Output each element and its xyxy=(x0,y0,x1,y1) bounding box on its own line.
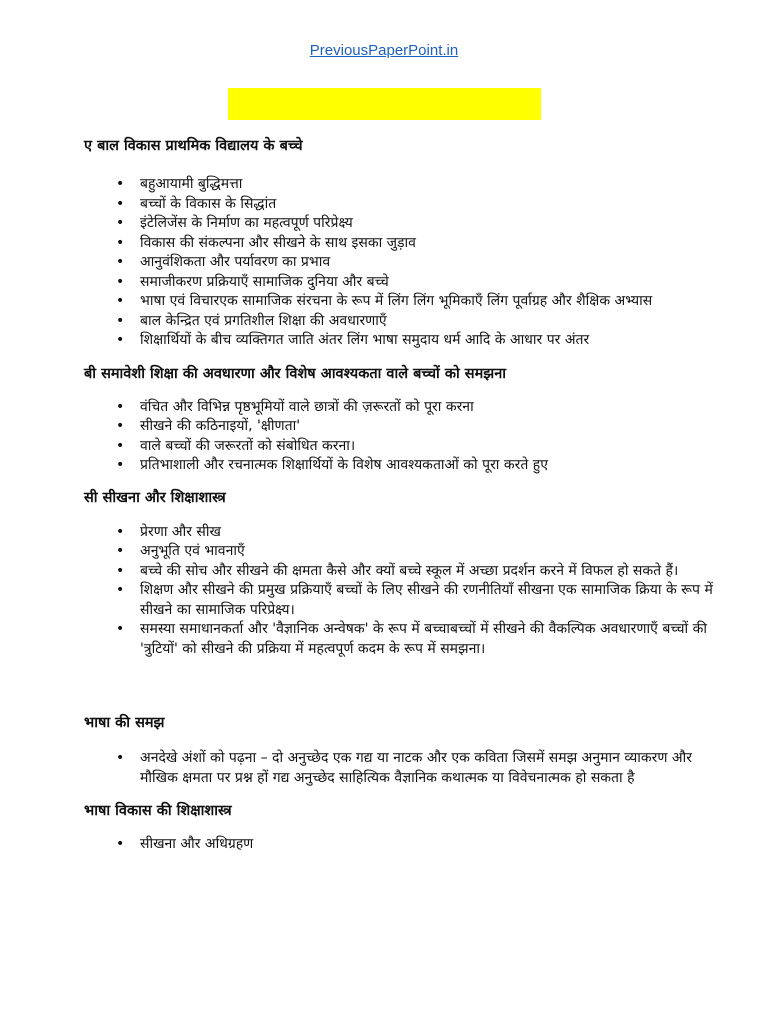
list-item: • अनदेखे अंशों को पढ़ना – दो अनुच्छेद एक गद्य या नाटक और एक कविता जिसमें समझ अनुमान व्याकरण और मौखिक क्षमता पर प्रश्न हों गद्य अनुच्छेद साहित्यिक वैज्ञानिक कथात्मक या विवेचनात्मक हो सकता है xyxy=(84,749,714,788)
list-item: • वंचित और विभिन्न पृष्ठभूमियों वाले छात्रों की ज़रूरतों को पूरा करना xyxy=(84,398,714,418)
section-language-pedagogy xyxy=(84,801,714,855)
list-item: • बच्चों के विकास के सिद्धांत xyxy=(84,195,714,215)
list-item: • प्रेरणा और सीख xyxy=(84,523,714,543)
list-item: • बाल केन्द्रित एवं प्रगतिशील शिक्षा की अवधारणाएँ xyxy=(84,312,714,332)
section-language-comprehension xyxy=(84,713,714,788)
section-heading: सी सीखना और शिक्षाशास्त्र xyxy=(84,489,226,506)
list-item: • समाजीकरण प्रक्रियाएँ सामाजिक दुनिया और बच्चे xyxy=(84,273,714,293)
list-item: • शिक्षार्थियों के बीच व्यक्तिगत जाति अंतर लिंग भाषा समुदाय धर्म आदि के आधार पर अंतर xyxy=(84,331,714,351)
section-a xyxy=(84,136,714,351)
bullet-list xyxy=(84,749,714,788)
bullet-list xyxy=(84,398,714,476)
document-content xyxy=(84,128,714,855)
list-item: • बच्चे की सोच और सीखने की क्षमता कैसे और क्यों बच्चे स्कूल में अच्छा प्रदर्शन करने में विफल हो सकते हैं। xyxy=(84,562,714,582)
section-heading: भाषा विकास की शिक्षाशास्त्र xyxy=(84,803,232,819)
list-item: • अनुभूति एवं भावनाएँ xyxy=(84,542,714,562)
list-item: • प्रतिभाशाली और रचनात्मक शिक्षार्थियों के विशेष आवश्यकताओं को पूरा करते हुए xyxy=(84,456,714,476)
list-item: • बहुआयामी बुद्धिमत्ता xyxy=(84,175,714,195)
section-b xyxy=(84,364,714,476)
highlight-bar xyxy=(228,88,541,120)
list-item: • शिक्षण और सीखने की प्रमुख प्रक्रियाएँ बच्चों के लिए सीखने की रणनीतियाँ सीखना एक सामाजिक क्रिया के रूप में सीखने का सामाजिक परिप्रेक्ष्य। xyxy=(84,581,714,620)
list-item: • सीखने की कठिनाइयों, 'क्षीणता' xyxy=(84,417,714,437)
list-item: • भाषा एवं विचारएक सामाजिक संरचना के रूप में लिंग लिंग भूमिकाएँ लिंग पूर्वाग्रह और शैक्षिक अभ्यास xyxy=(84,292,714,312)
site-link[interactable]: PreviousPaperPoint.in xyxy=(309,42,459,59)
bullet-list xyxy=(84,523,714,660)
list-item: • सीखना और अधिग्रहण xyxy=(84,835,714,855)
section-c xyxy=(84,488,714,660)
list-item: • समस्या समाधानकर्ता और 'वैज्ञानिक अन्वेषक' के रूप में बच्चाबच्चों में सीखने की वैकल्पिक अवधारणाएँ बच्चों की 'त्रुटियों' को सीखने की प्रक्रिया में महत्वपूर्ण कदम के रूप में समझना। xyxy=(84,620,714,659)
bullet-list xyxy=(84,175,714,351)
section-heading: भाषा की समझ xyxy=(84,715,165,731)
list-item: • इंटेलिजेंस के निर्माण का महत्वपूर्ण परिप्रेक्ष्य xyxy=(84,214,714,234)
list-item: • आनुवंशिकता और पर्यावरण का प्रभाव xyxy=(84,253,714,273)
bullet-list xyxy=(84,835,714,855)
list-item: • वाले बच्चों की जरूरतों को संबोधित करना। xyxy=(84,437,714,457)
section-heading: बी समावेशी शिक्षा की अवधारणा और विशेष आवश्यकता वाले बच्चों को समझना xyxy=(84,365,507,382)
section-heading: ए बाल विकास प्राथमिक विद्यालय के बच्चे xyxy=(84,138,303,154)
list-item: • विकास की संकल्पना और सीखने के साथ इसका जुड़ाव xyxy=(84,234,714,254)
